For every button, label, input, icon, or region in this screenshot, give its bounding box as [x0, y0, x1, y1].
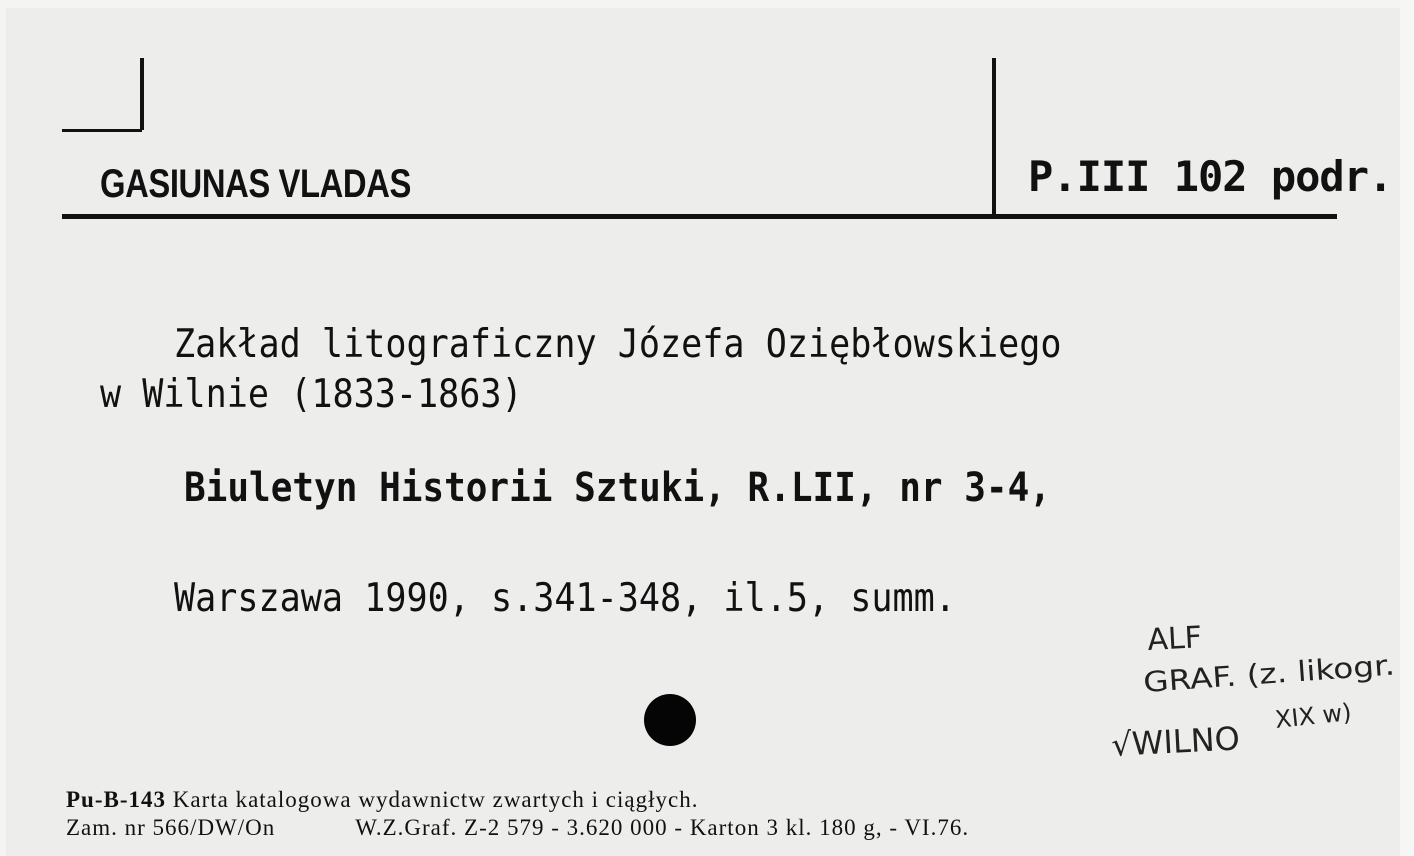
- card-left-edge: [0, 0, 6, 856]
- header-rule: [62, 214, 1337, 219]
- annotation-line-2: GRAF. (z. likogr.: [1142, 651, 1360, 699]
- form-number: Pu-B-143: [66, 787, 166, 812]
- imprint-line: Warszawa 1990, s.341-348, il.5, summ.: [174, 576, 956, 621]
- printer-info: W.Z.Graf. Z-2 579 - 3.620 000 - Karton 3 kl. 180 g, - VI.76.: [355, 815, 970, 840]
- shelfmark: P.III 102 podr.: [1028, 152, 1393, 201]
- title-line-1: Zakład litograficzny Józefa Oziębłowskiego: [174, 322, 1062, 367]
- annotation-line-1: ALF: [1146, 620, 1203, 658]
- annotation-line-3: XIX w): [1273, 698, 1353, 734]
- punch-hole: [644, 694, 696, 746]
- corner-mark-vertical: [140, 58, 144, 130]
- annotation-line-4: √WILNO: [1110, 719, 1241, 764]
- card-top-edge: [0, 0, 1414, 8]
- author-heading: GASIUNAS VLADAS: [100, 162, 411, 206]
- handwritten-annotation: [1100, 610, 1400, 780]
- source-citation: Biuletyn Historii Sztuki, R.LII, nr 3-4,: [184, 465, 1051, 511]
- order-number: Zam. nr 566/DW/On: [66, 815, 276, 840]
- card-right-edge: [1400, 0, 1414, 856]
- footer-print-line: [66, 815, 969, 841]
- corner-mark-horizontal: [62, 129, 142, 132]
- footer-form-line: [66, 787, 698, 813]
- title-line-2: w Wilnie (1833-1863): [100, 372, 523, 417]
- header-divider: [992, 58, 996, 214]
- form-title: Karta katalogowa wydawnictw zwartych i ciągłych.: [172, 787, 699, 812]
